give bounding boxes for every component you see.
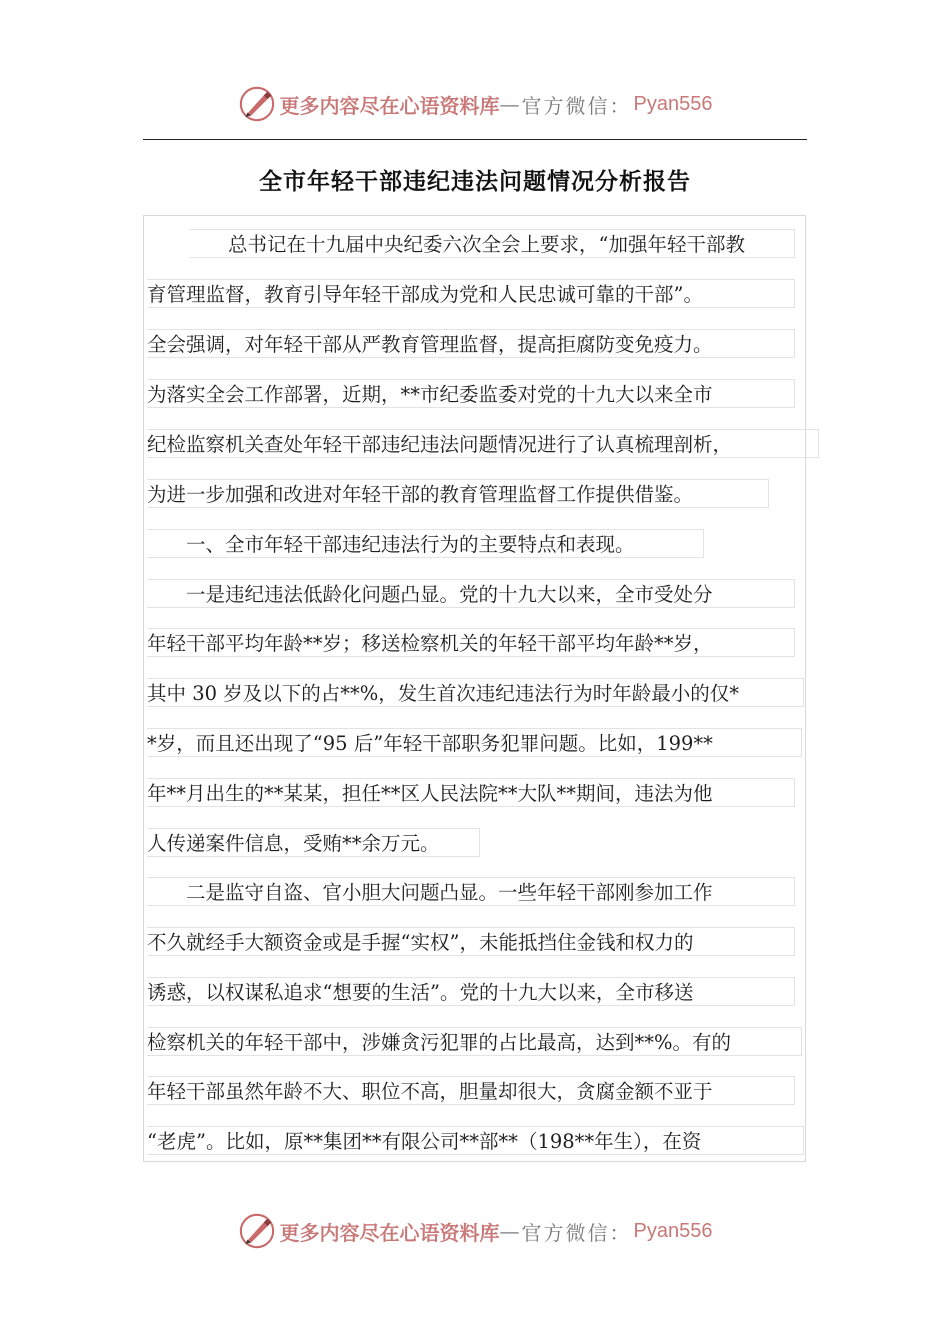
banner-dash: — bbox=[499, 92, 522, 116]
text-line: 不久就经手大额资金或是手握“实权”，未能抵挡住金钱和权力的 bbox=[147, 927, 795, 956]
footer-banner bbox=[0, 1211, 950, 1251]
text-line: 育管理监督，教育引导年轻干部成为党和人民忠诚可靠的干部”。 bbox=[147, 279, 795, 308]
text-line: 人传递案件信息，受贿**余万元。 bbox=[147, 828, 480, 857]
text-line: 其中 30 岁及以下的占**%，发生首次违纪违法行为时年龄最小的仅* bbox=[147, 678, 804, 707]
brand-text: 更多内容尽在心语资料库 bbox=[279, 1220, 500, 1245]
text-line: 全会强调，对年轻干部从严教育管理监督，提高拒腐防变免疫力。 bbox=[147, 329, 795, 358]
text-line: 一是违纪违法低龄化问题凸显。党的十九大以来，全市受处分 bbox=[147, 579, 795, 608]
document-title: 全市年轻干部违纪违法问题情况分析报告 bbox=[259, 169, 691, 195]
text-line: 年轻干部平均年龄**岁；移送检察机关的年轻干部平均年龄**岁， bbox=[147, 628, 795, 657]
wechat-label: 官方微信： bbox=[521, 1220, 632, 1245]
wechat-id: Pyan556 bbox=[633, 92, 713, 115]
banner-dash: — bbox=[499, 1219, 522, 1243]
text-line: 年轻干部虽然年龄不大、职位不高，胆量却很大，贪腐金额不亚于 bbox=[147, 1076, 795, 1105]
text-line: 纪检监察机关查处年轻干部违纪违法问题情况进行了认真梳理剖析， bbox=[147, 429, 819, 458]
text-line: 为进一步加强和改进对年轻干部的教育管理监督工作提供借鉴。 bbox=[147, 479, 769, 508]
text-line: 为落实全会工作部署，近期，**市纪委监委对党的十九大以来全市 bbox=[147, 379, 795, 408]
text-line: 检察机关的年轻干部中，涉嫌贪污犯罪的占比最高，达到**%。有的 bbox=[147, 1027, 802, 1056]
text-line: 年**月出生的**某某，担任**区人民法院**大队**期间，违法为他 bbox=[147, 778, 795, 807]
wechat-label: 官方微信： bbox=[521, 93, 632, 118]
text-line: 总书记在十九届中央纪委六次全会上要求，“加强年轻干部教 bbox=[189, 229, 795, 258]
text-line: 二是监守自盗、官小胆大问题凸显。一些年轻干部刚参加工作 bbox=[147, 877, 795, 906]
brand-text: 更多内容尽在心语资料库 bbox=[279, 93, 500, 118]
text-line: 诱惑，以权谋私追求“想要的生活”。党的十九大以来，全市移送 bbox=[147, 977, 795, 1006]
text-line: *岁，而且还出现了“95 后”年轻干部职务犯罪问题。比如，199** bbox=[147, 728, 802, 757]
text-line: “老虎”。比如，原**集团**有限公司**部**（198**年生），在资 bbox=[147, 1126, 804, 1155]
pen-logo-icon bbox=[238, 1212, 276, 1250]
wechat-id: Pyan556 bbox=[633, 1219, 713, 1242]
text-line: 一、全市年轻干部违纪违法行为的主要特点和表现。 bbox=[147, 529, 704, 558]
